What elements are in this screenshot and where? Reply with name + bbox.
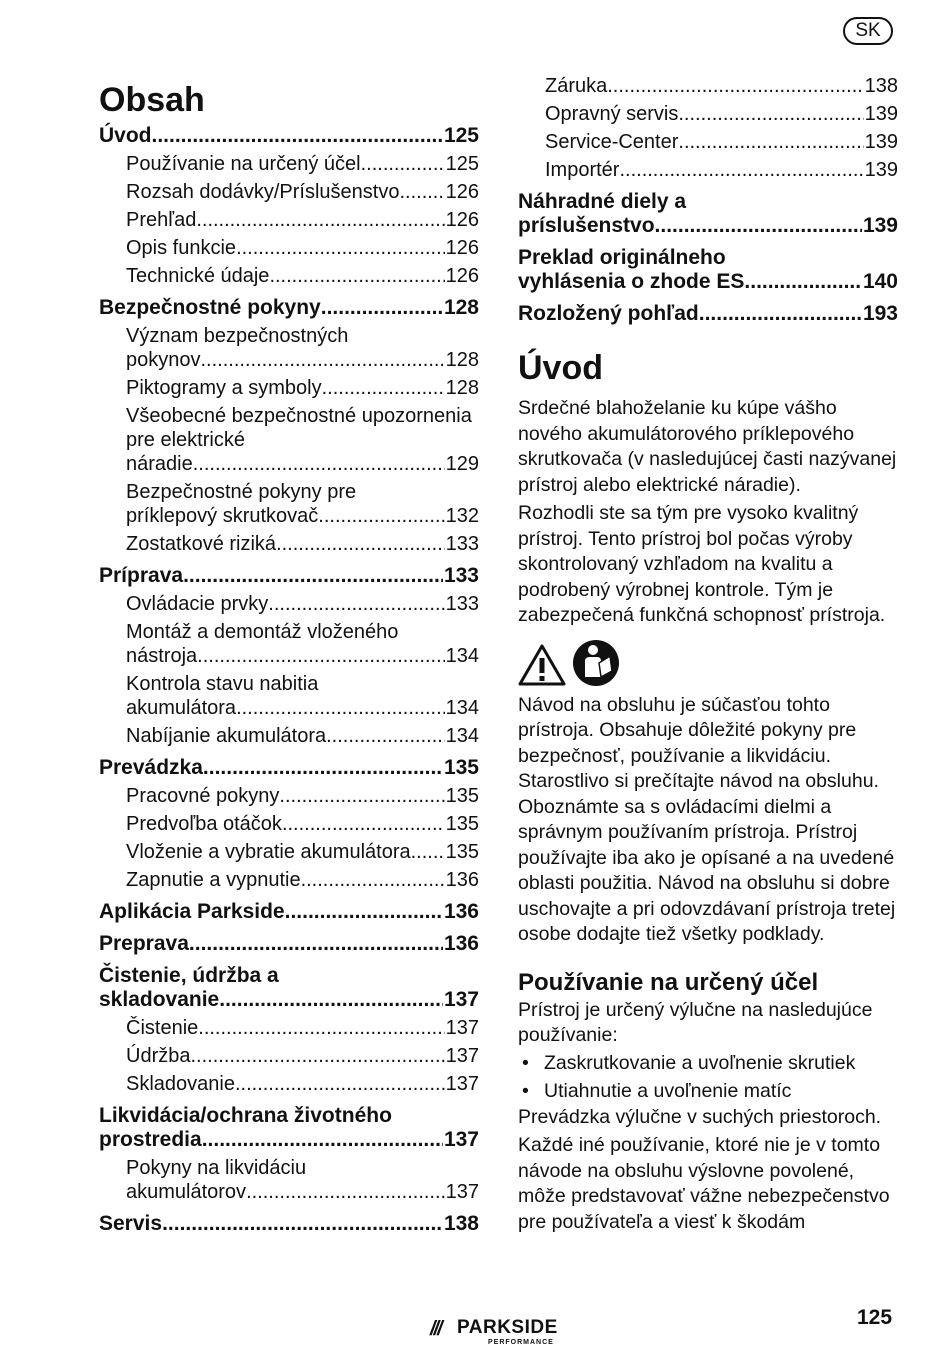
toc-entry-row <box>126 644 479 668</box>
toc-leader-dots <box>183 564 443 588</box>
toc-entry-row <box>126 504 479 528</box>
toc-page-number: 137 <box>445 1181 479 1203</box>
toc-entry-row <box>126 724 479 748</box>
toc-entry-title: Vloženie a vybratie akumulátora <box>126 841 411 863</box>
toc-entry-title-start: Bezpečnostné pokyny pre <box>126 481 357 503</box>
toc-leader-dots <box>197 644 444 668</box>
toc-chapter <box>99 124 479 148</box>
toc-entry-title: príklepový skrutkovač <box>126 505 319 527</box>
toc-subsection <box>99 1044 479 1068</box>
toc-leader-dots <box>301 868 445 892</box>
toc-entry-title: Ovládacie prvky <box>126 593 269 615</box>
toc-page-number: 126 <box>445 237 479 259</box>
toc-leader-dots <box>201 348 445 372</box>
toc-leader-dots <box>607 74 863 98</box>
toc-entry-row <box>99 756 479 780</box>
list-item: • Zaskrutkovanie a uvoľnenie skrutiek <box>518 1049 898 1077</box>
toc-subsection <box>99 784 479 808</box>
toc-subsection <box>99 724 479 748</box>
toc-chapter <box>99 564 479 588</box>
toc-subsection <box>518 130 898 154</box>
toc-subsection <box>99 324 479 372</box>
toc-entry-title: Servis <box>99 1212 163 1235</box>
toc-entry-row <box>126 592 479 616</box>
toc-page-number: 126 <box>445 181 479 203</box>
toc-left-column <box>99 80 479 1236</box>
toc-page-number: 134 <box>445 697 479 719</box>
right-column <box>518 75 898 1235</box>
toc-entry-title: vyhlásenia o zhode ES <box>518 270 745 293</box>
toc-page-number: 133 <box>445 533 479 555</box>
toc-leader-dots <box>190 1044 444 1068</box>
toc-entry-row <box>99 564 479 588</box>
toc-subsection <box>99 840 479 864</box>
toc-entry-title-start: Všeobecné bezpečnostné upozornenia pre elektrické <box>126 405 472 451</box>
toc-entry-title: Opis funkcie <box>126 237 237 259</box>
toc-entry-row <box>126 236 479 260</box>
toc-leader-dots <box>236 236 445 260</box>
toc-chapter <box>99 932 479 956</box>
toc-page-number: 134 <box>445 725 479 747</box>
toc-list-continued <box>518 74 898 326</box>
toc-entry-row <box>126 696 479 720</box>
toc-entry-row <box>126 1016 479 1040</box>
toc-entry-row <box>545 74 898 98</box>
toc-entry-row <box>99 1128 479 1152</box>
toc-subsection <box>99 812 479 836</box>
toc-page-number: 135 <box>443 756 479 779</box>
toc-entry-title: skladovanie <box>99 988 220 1011</box>
toc-page-number: 193 <box>862 302 898 325</box>
toc-leader-dots <box>699 302 862 326</box>
toc-page-number: 136 <box>443 932 479 955</box>
toc-chapter <box>99 964 479 1012</box>
toc-subsection <box>99 672 479 720</box>
toc-page-number: 134 <box>445 645 479 667</box>
language-badge: SK <box>843 17 893 45</box>
toc-leader-dots <box>282 812 445 836</box>
toc-subsection <box>99 404 479 476</box>
logo-subbrand: PERFORMANCE <box>488 1339 554 1346</box>
intended-use-lead: Prístroj je určený výlučne na nasledujúce používanie: <box>518 998 873 1046</box>
toc-leader-dots <box>189 932 443 956</box>
toc-entry-row <box>545 130 898 154</box>
toc-entry-row <box>126 452 479 476</box>
toc-subsection <box>99 152 479 176</box>
toc-entry-row <box>99 900 479 924</box>
toc-page-number: 132 <box>445 505 479 527</box>
toc-entry-title: pokynov <box>126 349 201 371</box>
toc-leader-dots <box>162 1212 443 1236</box>
toc-entry-title: Bezpečnostné pokyny <box>99 296 321 319</box>
toc-page-number: 137 <box>445 1073 479 1095</box>
toc-page-number: 137 <box>443 1128 479 1151</box>
safety-icons <box>518 643 898 687</box>
toc-leader-dots <box>269 264 444 288</box>
toc-entry-title: Príprava <box>99 564 184 587</box>
toc-leader-dots <box>152 124 443 148</box>
intended-use-list <box>518 1049 898 1105</box>
toc-leader-dots <box>655 214 862 238</box>
toc-page-number: 125 <box>445 153 479 175</box>
toc-entry-row <box>99 1212 479 1236</box>
toc-page-number: 135 <box>445 785 479 807</box>
toc-chapter <box>99 1104 479 1152</box>
toc-entry-title: Preprava <box>99 932 189 955</box>
toc-entry-row <box>126 1180 479 1204</box>
toc-entry-title: Zapnutie a vypnutie <box>126 869 301 891</box>
toc-entry-title-start: Likvidácia/ochrana životného <box>99 1104 392 1127</box>
toc-leader-dots <box>678 130 863 154</box>
toc-entry-title: Pracovné pokyny <box>126 785 280 807</box>
toc-chapter <box>99 756 479 780</box>
intro-paragraph-1: Srdečné blahoželanie ku kúpe vášho nového akumulátorového príklepového skrutkovača (v nasledujúcej časti nazývanej prístroj alebo elektrické náradie). <box>518 397 897 496</box>
toc-subsection <box>518 102 898 126</box>
toc-entry-row <box>126 264 479 288</box>
toc-entry-title: Rozsah dodávky/Príslušenstvo <box>126 181 400 203</box>
toc-leader-dots <box>285 900 443 924</box>
toc-entry-row <box>126 1044 479 1068</box>
toc-entry-title: Opravný servis <box>545 103 679 125</box>
toc-entry-title: Rozložený pohľad <box>518 302 699 325</box>
logo-stripes-icon: /// <box>430 1318 441 1340</box>
toc-entry-title: Prevádzka <box>99 756 203 779</box>
toc-entry-row <box>518 302 898 326</box>
toc-entry-title: akumulátorov <box>126 1181 247 1203</box>
toc-title: Obsah <box>99 81 205 119</box>
toc-chapter <box>99 900 479 924</box>
toc-leader-dots <box>411 840 445 864</box>
toc-entry-row <box>545 158 898 182</box>
toc-entry-row <box>126 812 479 836</box>
toc-leader-dots <box>196 208 444 232</box>
toc-entry-title: akumulátora <box>126 697 237 719</box>
toc-entry-title: Service-Center <box>545 131 679 153</box>
toc-entry-row <box>126 532 479 556</box>
toc-entry-row <box>126 1072 479 1096</box>
toc-leader-dots <box>202 1128 443 1152</box>
toc-leader-dots <box>276 532 445 556</box>
toc-entry-row <box>126 152 479 176</box>
toc-entry-title: Predvoľba otáčok <box>126 813 282 835</box>
toc-leader-dots <box>268 592 444 616</box>
toc-subsection <box>99 236 479 260</box>
toc-entry-row <box>126 376 479 400</box>
toc-page-number: 125 <box>443 124 479 147</box>
toc-leader-dots <box>619 158 863 182</box>
toc-entry-title-start: Význam bezpečnostných <box>126 325 349 347</box>
toc-entry-title: Úvod <box>99 124 152 147</box>
toc-entry-row <box>126 180 479 204</box>
intro-heading: Úvod <box>518 349 603 387</box>
toc-entry-row <box>126 868 479 892</box>
toc-entry-title: Čistenie <box>126 1017 199 1039</box>
logo-brand: PARKSIDE <box>457 1317 558 1338</box>
toc-entry-title-start: Náhradné diely a <box>518 190 687 213</box>
toc-entry-row <box>518 270 898 294</box>
toc-subsection <box>99 620 479 668</box>
toc-entry-title-start: Pokyny na likvidáciu <box>126 1157 307 1179</box>
toc-page-number: 135 <box>445 841 479 863</box>
parkside-logo <box>430 1315 580 1347</box>
toc-page-number: 133 <box>445 593 479 615</box>
toc-chapter <box>518 246 898 294</box>
toc-entry-row <box>99 124 479 148</box>
toc-page-number: 126 <box>445 209 479 231</box>
toc-entry-title: Záruka <box>545 75 608 97</box>
toc-page-number: 136 <box>443 900 479 923</box>
warning-triangle-icon <box>518 643 566 687</box>
toc-entry-title: Prehľad <box>126 209 197 231</box>
toc-entry-title: prostredia <box>99 1128 202 1151</box>
toc-subsection <box>99 376 479 400</box>
list-item: • Utiahnutie a uvoľnenie matíc <box>518 1077 898 1105</box>
toc-entry-title-start: Kontrola stavu nabitia <box>126 673 319 695</box>
toc-entry-row <box>99 296 479 320</box>
toc-page-number: 137 <box>445 1017 479 1039</box>
toc-entry-row <box>126 208 479 232</box>
toc-leader-dots <box>321 296 443 320</box>
toc-leader-dots <box>361 152 445 176</box>
toc-entry-title: Piktogramy a symboly <box>126 377 322 399</box>
toc-page-number: 129 <box>445 453 479 475</box>
toc-page-number: 133 <box>443 564 479 587</box>
toc-leader-dots <box>235 1072 445 1096</box>
page-number: 125 <box>857 1306 893 1329</box>
toc-subsection <box>518 74 898 98</box>
toc-leader-dots <box>326 724 445 748</box>
toc-entry-title: Aplikácia Parkside <box>99 900 285 923</box>
toc-chapter <box>99 1212 479 1236</box>
intro-paragraph-2: Rozhodli ste sa tým pre vysoko kvalitný prístroj. Tento prístroj bol počas výroby skontrolovaný vzhľadom na kvalitu a podrobený výrobnej kontrole. Tým je zabezpečená funkčná schopnosť prístroja. <box>518 502 886 626</box>
toc-subsection <box>99 532 479 556</box>
toc-entry-title: Používanie na určený účel <box>126 153 361 175</box>
toc-page-number: 138 <box>443 1212 479 1235</box>
toc-entry-row <box>545 102 898 126</box>
toc-page-number: 136 <box>445 869 479 891</box>
toc-page-number: 128 <box>445 377 479 399</box>
toc-subsection <box>99 868 479 892</box>
toc-chapter <box>99 296 479 320</box>
toc-list <box>99 124 479 1236</box>
toc-subsection <box>518 158 898 182</box>
toc-leader-dots <box>279 784 444 808</box>
toc-entry-title: Importér <box>545 159 620 181</box>
toc-entry-title: Technické údaje <box>126 265 270 287</box>
toc-leader-dots <box>198 1016 444 1040</box>
toc-leader-dots <box>246 1180 445 1204</box>
toc-page-number: 126 <box>445 265 479 287</box>
toc-page-number: 139 <box>862 214 898 237</box>
intended-use-paragraph-1: Prevádzka výlučne v suchých priestoroch. <box>518 1105 882 1128</box>
toc-page-number: 137 <box>443 988 479 1011</box>
toc-subsection <box>99 208 479 232</box>
toc-entry-title-start: Montáž a demontáž vloženého <box>126 621 399 643</box>
toc-page-number: 135 <box>445 813 479 835</box>
toc-entry-row <box>518 214 898 238</box>
intended-use-heading: Používanie na určený účel <box>518 968 819 996</box>
toc-leader-dots <box>318 504 444 528</box>
toc-subsection <box>99 480 479 528</box>
toc-page-number: 139 <box>864 159 898 181</box>
toc-page-number: 140 <box>862 270 898 293</box>
toc-leader-dots <box>399 180 444 204</box>
toc-leader-dots <box>322 376 445 400</box>
toc-entry-title-start: Preklad originálneho <box>518 246 726 269</box>
toc-page-number: 139 <box>864 131 898 153</box>
toc-entry-title: nástroja <box>126 645 198 667</box>
toc-entry-title: príslušenstvo <box>518 214 655 237</box>
toc-leader-dots <box>744 270 862 294</box>
toc-page-number: 128 <box>443 296 479 319</box>
toc-chapter <box>518 302 898 326</box>
toc-leader-dots <box>678 102 863 126</box>
toc-entry-row <box>99 988 479 1012</box>
intended-use-paragraph-2: Každé iné používanie, ktoré nie je v tomto návode na obsluhu výslovne povolené, môže predstavovať vážne nebezpečenstvo pre používateľa a viesť k škodám <box>518 1134 890 1233</box>
toc-entry-title-start: Čistenie, údržba a <box>99 964 279 987</box>
toc-entry-title: Nabíjanie akumulátora <box>126 725 327 747</box>
toc-page-number: 137 <box>445 1045 479 1067</box>
toc-subsection <box>99 1072 479 1096</box>
toc-page-number: 139 <box>864 103 898 125</box>
toc-entry-title: Údržba <box>126 1045 191 1067</box>
toc-subsection <box>99 1016 479 1040</box>
intro-paragraph-3: Návod na obsluhu je súčasťou tohto prístroja. Obsahuje dôležité pokyny pre bezpečnosť, používanie a likvidáciu. Starostlivo si prečítajte návod na obsluhu. Oboznámte sa s ovládacími dielmi a správnym používaním prístroja. Prístroj používajte iba ako je opísané a na uvedené oblasti použitia. Návod na obsluhu si dobre uschovajte a pri odovzdávaní prístroja tretej osobe dodajte tiež všetky podklady. <box>518 693 896 945</box>
toc-entry-title: náradie <box>126 453 193 475</box>
read-manual-icon <box>572 639 620 687</box>
toc-entry-title: Skladovanie <box>126 1073 235 1095</box>
toc-leader-dots <box>236 696 445 720</box>
toc-chapter <box>518 190 898 238</box>
toc-subsection <box>99 592 479 616</box>
toc-entry-row <box>126 348 479 372</box>
toc-leader-dots <box>219 988 443 1012</box>
toc-entry-row <box>126 784 479 808</box>
toc-page-number: 138 <box>864 75 898 97</box>
toc-subsection <box>99 180 479 204</box>
toc-subsection <box>99 1156 479 1204</box>
toc-entry-title: Zostatkové riziká <box>126 533 277 555</box>
toc-page-number: 128 <box>445 349 479 371</box>
toc-entry-row <box>99 932 479 956</box>
toc-entry-row <box>126 840 479 864</box>
toc-leader-dots <box>203 756 443 780</box>
toc-leader-dots <box>193 452 445 476</box>
toc-subsection <box>99 264 479 288</box>
